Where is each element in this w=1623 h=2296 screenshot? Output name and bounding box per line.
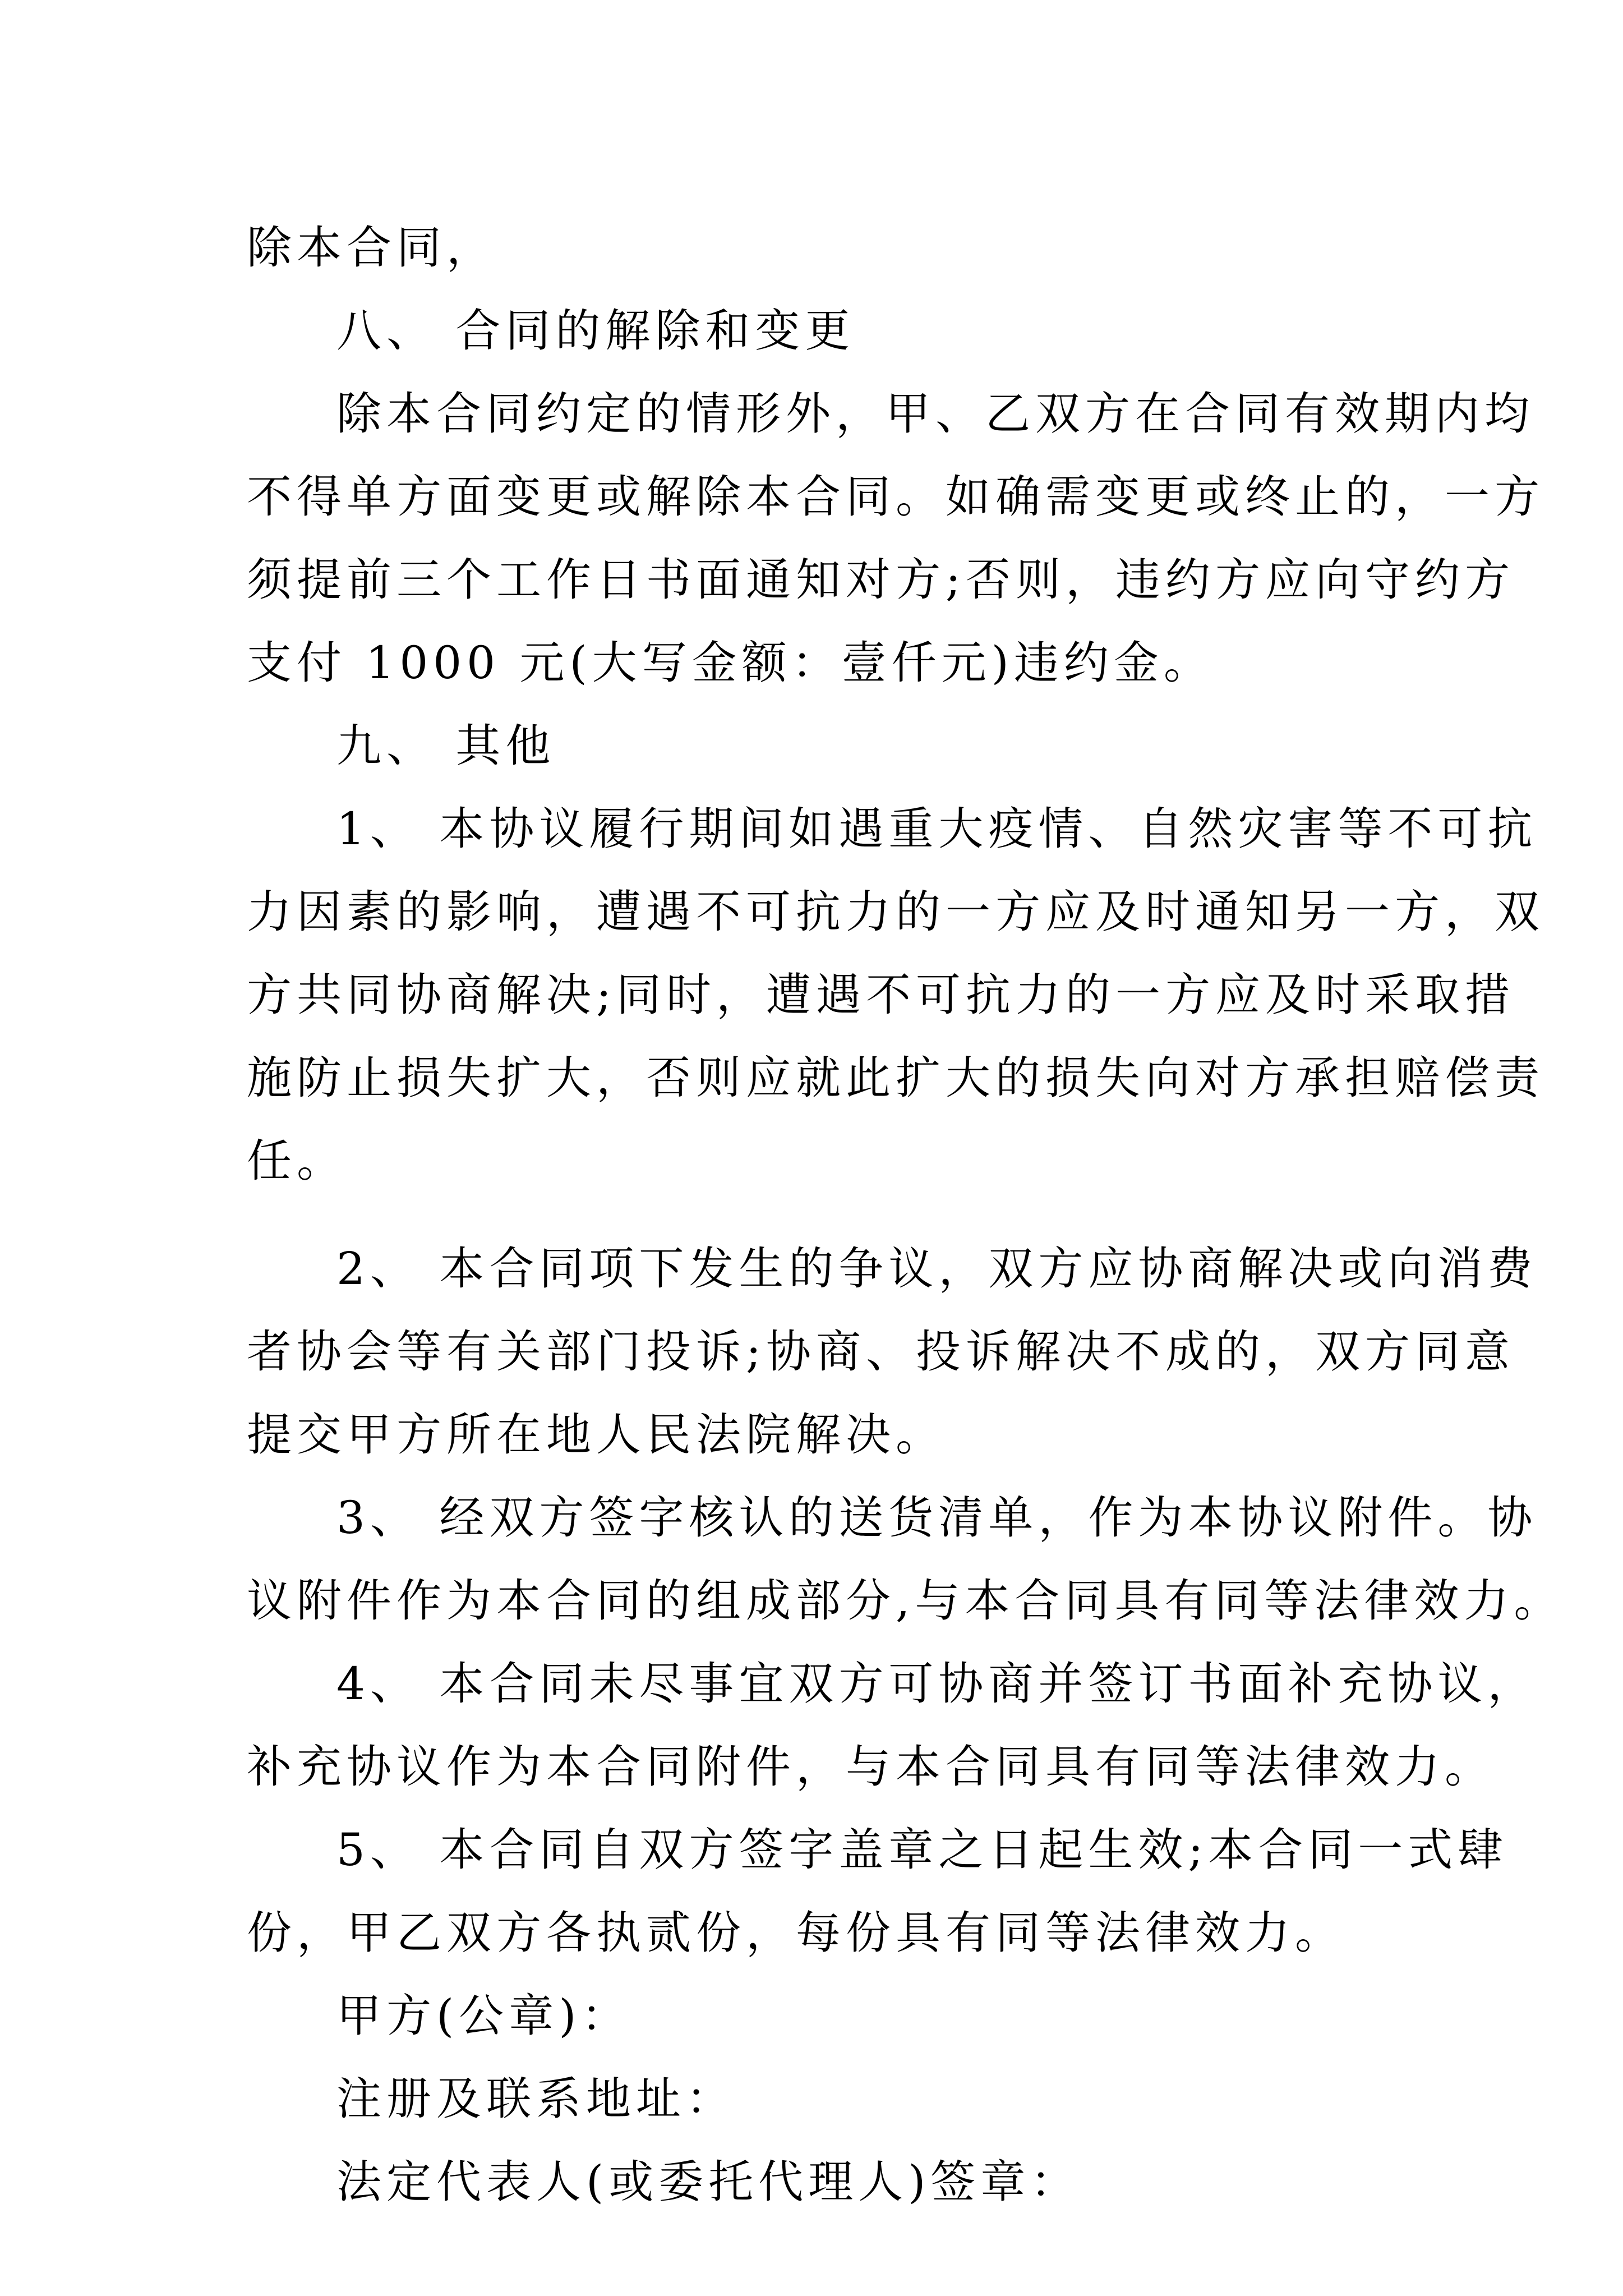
text-line: 者协会等有关部门投诉;协商、投诉解决不成的，双方同意: [247, 1326, 1515, 1378]
text-line: 1、 本协议履行期间如遇重大疫情、自然灾害等不可抗: [336, 803, 1538, 855]
text-line: 补充协议作为本合同附件，与本合同具有同等法律效力。: [247, 1741, 1495, 1793]
party-a-seal-label: 甲方(公章)：: [336, 1990, 631, 2042]
text-line: 除本合同，: [247, 222, 496, 274]
text-line: 不得单方面变更或解除本合同。如确需变更或终止的，一方: [247, 471, 1544, 523]
text-line: 施防止损失扩大，否则应就此扩大的损失向对方承担赔偿责: [247, 1052, 1544, 1104]
text-line: 力因素的影响，遭遇不可抗力的一方应及时通知另一方，双: [247, 886, 1544, 938]
text-line: 提交甲方所在地人民法院解决。: [247, 1409, 946, 1461]
text-line: 除本合同约定的情形外，甲、乙双方在合同有效期内均: [336, 388, 1534, 440]
contract-text: [247, 206, 1564, 2224]
text-line: 2、 本合同项下发生的争议，双方应协商解决或向消费: [336, 1243, 1538, 1295]
text-line: 份，甲乙双方各执贰份，每份具有同等法律效力。: [247, 1907, 1345, 1959]
text-line: 议附件作为本合同的组成部分,与本合同具有同等法律效力。: [247, 1575, 1564, 1627]
text-line: 3、 经双方签字核认的送货清单，作为本协议附件。协: [336, 1492, 1538, 1544]
text-line: 须提前三个工作日书面通知对方;否则，违约方应向守约方: [247, 554, 1515, 606]
section-heading: 八、 合同的解除和变更: [336, 305, 855, 357]
text-line: 5、 本合同自双方签字盖章之日起生效;本合同一式肆: [336, 1824, 1508, 1876]
text-line: 支付 1000 元(大写金额：壹仟元)违约金。: [247, 637, 1214, 689]
party-a-representative-label: 法定代表人(或委托代理人)签章：: [336, 2156, 1081, 2208]
text-line: 4、 本合同未尽事宜双方可协商并签订书面补充协议，: [336, 1658, 1538, 1710]
section-heading: 九、 其他: [336, 720, 556, 772]
text-line: 任。: [247, 1135, 347, 1187]
text-line: 方共同协商解决;同时，遭遇不可抗力的一方应及时采取措: [247, 969, 1515, 1021]
party-a-address-label: 注册及联系地址：: [336, 2073, 736, 2125]
